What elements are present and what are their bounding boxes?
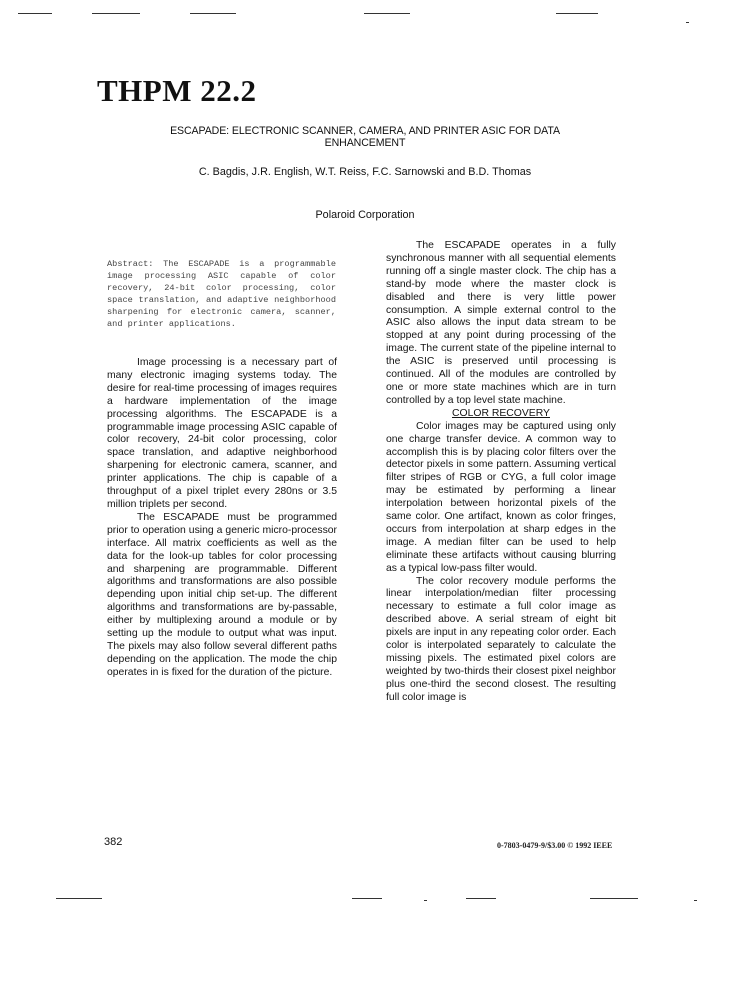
paper-title: ESCAPADE: ELECTRONIC SCANNER, CAMERA, AND PRINTER ASIC FOR DATA ENHANCEMENT: [170, 125, 560, 149]
scan-mark: [190, 13, 236, 14]
author-list: C. Bagdis, J.R. English, W.T. Reiss, F.C. Sarnowski and B.D. Thomas: [198, 166, 532, 178]
body-paragraph: The ESCAPADE must be programmed prior to operation using a generic micro-processor interface. All matrix coefficients as well as the data for the look-up tables for color processing and sharpening are programmable. Different algorithms and transformations are also possible depending upon initial chip set-up. The different algorithms and transformations are by-passable, either by multiplexing around a module or by setting up the module to output what was input. The pixels may also follow several different paths depending on the application. The mode the chip operates in is fixed for the duration of the picture.: [107, 511, 337, 678]
scan-mark: [556, 13, 598, 14]
affiliation: Polaroid Corporation: [315, 209, 415, 221]
scan-mark: [424, 900, 427, 901]
body-paragraph: The color recovery module performs the linear interpolation/median filter processing necessary to estimate a full color image as described above. A serial stream of eight bit pixels are input in any repeating color order. Each color is interpolated separately to calculate the missing pixels. The estimated pixel colors are weighted by two-thirds their closest pixel neighbor plus one-third the second closest. The resulting full color image is: [386, 575, 616, 703]
scan-mark: [590, 898, 638, 899]
scan-mark: [18, 13, 52, 14]
section-heading: COLOR RECOVERY: [452, 407, 550, 419]
body-paragraph: Color images may be captured using only one charge transfer device. A common way to accomplish this is by placing color filters over the detector pixels in some pattern. Assuming vertical filter stripes of RGB or CYG, a full color image may be estimated by performing a linear interpolation between horizontal pixels of the same color. One artifact, known as color fringes, occurs from interpolation at sharp edges in the image. A median filter can be used to help eliminate these artifacts without causing blurring as a typical low-pass filter would.: [386, 420, 616, 574]
copyright-line: 0-7803-0479-9/$3.00 © 1992 IEEE: [497, 841, 613, 850]
scan-mark: [364, 13, 410, 14]
scan-mark: [56, 898, 102, 899]
abstract: Abstract: The ESCAPADE is a programmable image processing ASIC capable of color recovery, 24-bit color processing, color space translation, and adaptive neighborhood sharpening for electronic camera, scanner, and printer applications.: [107, 259, 336, 329]
scan-mark: [352, 898, 382, 899]
body-paragraph: The ESCAPADE operates in a fully synchronous manner with all sequential elements running off a single master clock. The chip has a stand-by mode where the master clock is disabled and there is very little power consumption. A simple external control to the ASIC also allows the input data stream to be stopped at any point during processing of the image. The current state of the pipeline internal to the ASIC is preserved until processing is continued. All of the modules are controlled by one or more state machines which are in turn controlled by a top level state machine.: [386, 240, 616, 406]
scan-mark: [92, 13, 140, 14]
scan-mark: [686, 22, 689, 23]
session-code: THPM 22.2: [97, 73, 257, 108]
right-column: [386, 240, 616, 705]
scan-mark: [694, 900, 697, 901]
scan-mark: [466, 898, 496, 899]
left-column: [107, 357, 337, 680]
body-paragraph: Image processing is a necessary part of many electronic imaging systems today. The desire for real-time processing of images requires a hardware implementation of the image processing algorithms. The ESCAPADE is a programmable image processing ASIC capable of color recovery, 24-bit color processing, color space translation, and adaptive neighborhood sharpening for electronic camera, scanner, and printer applications. The chip is capable of a throughput of a pixel triplet every 280ns or 3.5 million triplets per second.: [107, 357, 337, 510]
page-number: 382: [104, 836, 123, 848]
